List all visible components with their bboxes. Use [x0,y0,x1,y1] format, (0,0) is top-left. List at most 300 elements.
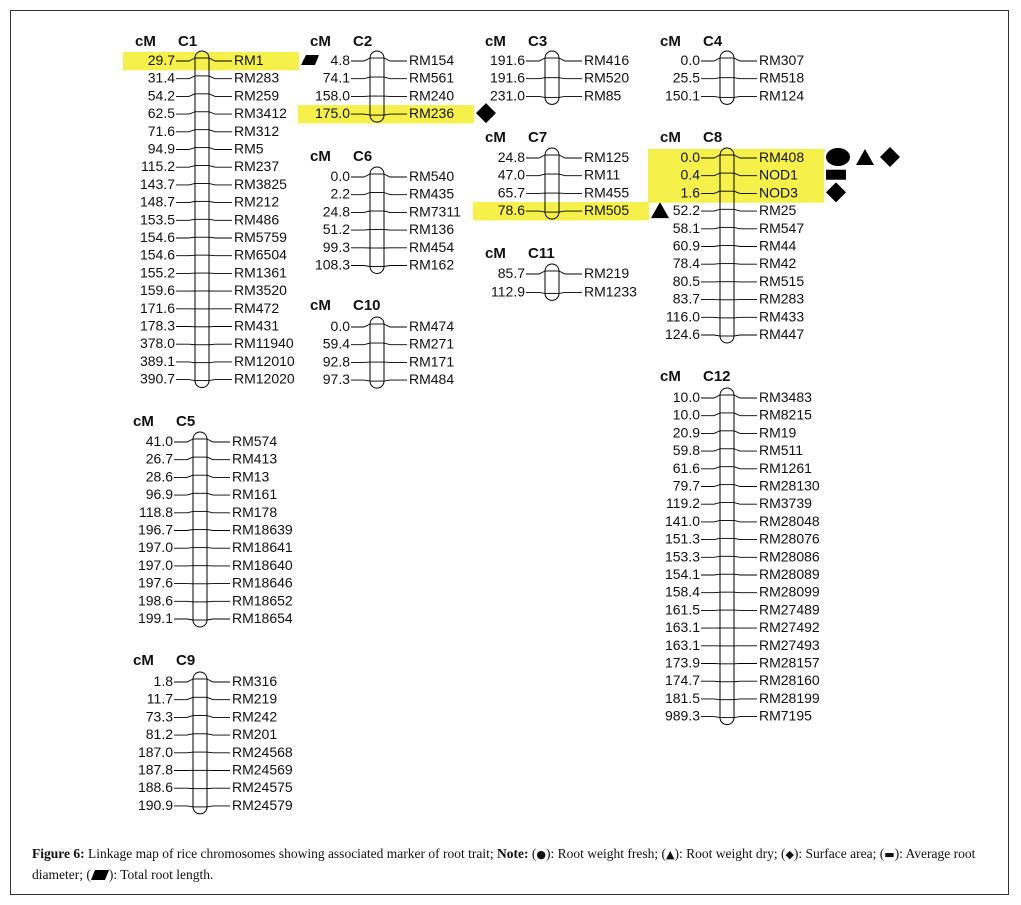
marker-leader-right [734,78,757,79]
marker-position: 181.5 [664,689,700,706]
marker-position: 163.1 [664,619,700,636]
marker-position: 58.1 [672,219,700,236]
marker-leader-left [701,467,720,469]
marker-leader-left [701,592,720,593]
marker-leader-left [176,183,195,184]
marker-name: RM178 [232,503,278,520]
marker-name: RM212 [234,193,280,210]
marker-position: 0.0 [680,52,700,68]
marker-leader-right [209,94,232,97]
marker-leader-right [734,681,757,682]
marker-leader-right [734,264,757,265]
legend-triangle-text: : Root weight dry; [678,846,778,861]
marker-position: 389.1 [139,352,175,369]
marker-name: RM24575 [232,779,293,796]
marker-position: 187.0 [137,743,173,760]
marker-leader-right [209,201,232,202]
marker-position: 197.0 [137,539,173,556]
marker-leader-right [734,335,757,336]
marker-leader-right [734,395,757,398]
marker-position: 197.0 [137,556,173,573]
caption-label: Figure 6: [32,846,85,861]
marker-position: 81.2 [145,726,173,743]
chromosome-title-C1: C1 [178,33,198,50]
marker-position: 73.3 [145,708,173,725]
chromosome-bar-C10 [370,317,384,388]
marker-leader-left [174,511,193,512]
marker-leader-left [174,530,193,531]
marker-name: RM161 [232,486,278,503]
marker-leader-right [559,271,582,274]
marker-name: RM27493 [759,636,820,653]
marker-leader-left [176,148,195,150]
marker-name: RM431 [234,317,280,334]
marker-position: 80.5 [672,272,700,289]
marker-leader-right [384,77,407,79]
marker-leader-left [351,230,370,231]
trait-triangle-icon [651,202,669,218]
marker-leader-right [734,717,757,718]
marker-leader-left [701,78,720,79]
marker-leader-left [174,716,193,718]
marker-name: RM11 [584,166,621,183]
marker-leader-right [209,130,232,132]
marker-leader-left [351,266,370,267]
marker-leader-right [734,556,757,557]
marker-position: 191.6 [489,69,525,86]
marker-name: RM259 [234,87,280,104]
marker-leader-right [384,343,407,345]
marker-name: RM237 [234,158,280,175]
marker-leader-left [701,264,720,265]
marker-position: 2.2 [330,185,350,202]
marker-leader-left [174,548,193,549]
chromosome-unit-label: cM [660,368,681,385]
marker-leader-left [351,58,370,61]
marker-name: RM518 [759,69,805,86]
marker-leader-left [174,679,193,682]
marker-leader-right [207,752,230,753]
marker-position: 174.7 [664,672,700,689]
marker-name: RM219 [584,265,630,281]
marker-position: 196.7 [137,521,173,538]
marker-name: RM435 [409,185,455,202]
marker-leader-right [559,174,582,176]
legend-circle-icon: ● [536,848,546,861]
marker-position: 20.9 [672,424,700,441]
marker-position: 0.0 [330,168,350,184]
marker-leader-left [174,475,193,477]
marker-name: RM24569 [232,761,293,778]
marker-leader-right [209,237,232,238]
marker-leader-left [701,209,720,211]
marker-position: 158.4 [664,583,700,600]
marker-position: 163.1 [664,636,700,653]
chromosome-title-C11: C11 [528,245,555,262]
marker-position: 390.7 [139,370,175,387]
marker-leader-right [209,148,232,150]
marker-position: 41.0 [145,433,173,449]
marker-position: 118.8 [139,503,173,520]
marker-position: 10.0 [672,389,700,405]
marker-position: 61.6 [672,459,700,476]
marker-position: 54.2 [147,87,175,104]
marker-leader-right [207,457,230,460]
marker-position: 92.8 [322,353,350,370]
marker-position: 154.1 [664,566,700,582]
marker-position: 51.2 [322,221,350,238]
marker-position: 158.0 [314,87,350,104]
marker-leader-left [351,77,370,79]
marker-name: RM3739 [759,495,812,512]
marker-name: NOD1 [759,166,798,183]
marker-name: NOD3 [759,184,798,201]
marker-leader-left [701,317,720,318]
marker-name: RM8215 [759,406,812,423]
marker-name: RM85 [584,87,622,104]
marker-leader-right [734,503,757,505]
marker-leader-left [351,211,370,212]
marker-name: RM28076 [759,530,820,547]
marker-leader-right [207,697,230,699]
marker-position: 79.7 [672,477,700,494]
marker-position: 154.6 [139,229,175,245]
marker-leader-left [701,246,720,247]
marker-leader-right [384,324,407,327]
trait-diamond-icon [826,182,846,202]
marker-leader-right [559,155,582,158]
caption-note-label: Note: [497,846,529,861]
chromosome-unit-label: cM [135,33,156,50]
marker-name: RM19 [759,424,797,441]
marker-leader-left [176,166,195,168]
marker-position: 11.7 [146,690,173,707]
marker-name: RM18641 [232,539,293,556]
marker-leader-left [174,457,193,460]
marker-leader-right [384,211,407,212]
marker-leader-right [207,734,230,735]
marker-leader-right [209,344,232,345]
marker-leader-right [207,511,230,512]
marker-leader-left [701,413,720,416]
marker-name: RM561 [409,69,455,86]
marker-position: 197.6 [137,574,173,591]
marker-leader-right [734,413,757,416]
marker-leader-right [734,96,757,97]
marker-leader-left [701,717,720,718]
marker-position: 71.6 [147,122,175,139]
marker-position: 141.0 [664,512,700,529]
marker-leader-left [351,343,370,345]
marker-leader-left [701,699,720,700]
marker-leader-right [384,58,407,61]
marker-leader-left [701,395,720,398]
marker-leader-right [207,439,230,442]
marker-name: RM1361 [234,264,287,281]
marker-leader-right [734,538,757,539]
marker-position: 52.2 [672,202,700,219]
marker-leader-right [207,548,230,549]
legend-para-text: : Total root length. [113,867,214,882]
marker-leader-left [351,193,370,195]
marker-leader-left [701,58,720,61]
marker-name: RM312 [234,122,280,139]
marker-leader-right [384,174,407,177]
marker-position: 188.6 [137,779,173,796]
marker-leader-left [701,503,720,505]
marker-name: RM28157 [759,654,820,671]
marker-name: RM28086 [759,548,820,565]
chromosome-unit-label: cM [310,297,331,314]
marker-leader-right [209,76,232,79]
marker-position: 115.2 [141,158,175,175]
marker-position: 199.1 [137,610,173,626]
marker-leader-left [526,96,545,97]
marker-position: 198.6 [137,592,173,609]
marker-position: 153.5 [139,211,175,228]
marker-name: RM520 [584,69,630,86]
marker-position: 74.1 [322,69,350,86]
marker-leader-left [701,520,720,521]
marker-name: RM24568 [232,743,293,760]
marker-name: RM474 [409,318,455,334]
marker-name: RM44 [759,237,797,254]
marker-name: RM1261 [759,459,812,476]
marker-leader-right [559,292,582,293]
legend-rect-icon: ▬ [884,848,895,861]
marker-name: RM5759 [234,229,287,245]
marker-position: 143.7 [139,175,175,192]
trait-para-icon [301,55,319,65]
marker-name: RM3520 [234,282,287,299]
marker-name: RM42 [759,255,797,272]
marker-name: RM408 [759,149,805,165]
marker-position: 96.9 [145,486,173,503]
marker-name: RM125 [584,149,630,165]
marker-leader-left [176,76,195,79]
marker-name: RM28048 [759,512,820,529]
marker-leader-right [209,362,232,363]
chromosome-unit-label: cM [310,148,331,165]
marker-name: RM28199 [759,689,820,706]
marker-position: 124.6 [664,326,700,342]
marker-name: RM271 [409,335,455,352]
marker-position: 62.5 [147,105,175,122]
marker-name: RM484 [409,371,455,388]
legend-circle-text: : Root weight fresh; [550,846,659,861]
marker-position: 119.2 [666,495,700,512]
marker-leader-left [176,380,195,381]
chromosome-unit-label: cM [660,33,681,50]
marker-leader-left [176,94,195,97]
marker-leader-left [174,439,193,442]
marker-name: RM24579 [232,796,293,813]
marker-leader-left [526,58,545,61]
marker-leader-left [526,271,545,274]
marker-position: 29.7 [147,52,175,68]
marker-leader-left [526,78,545,79]
marker-leader-left [176,130,195,132]
marker-position: 112.9 [491,283,525,300]
marker-leader-right [734,699,757,700]
marker-name: RM124 [759,87,805,104]
marker-position: 153.3 [664,548,700,565]
trait-rect-icon [826,170,846,180]
marker-position: 60.9 [672,237,700,254]
marker-leader-right [207,475,230,477]
marker-leader-left [526,292,545,293]
marker-name: RM18652 [232,592,293,609]
marker-name: RM3825 [234,175,287,192]
marker-name: RM515 [759,272,805,289]
marker-name: RM236 [409,105,455,122]
marker-name: RM283 [234,69,280,86]
marker-name: RM28089 [759,566,820,582]
marker-leader-right [209,219,232,220]
marker-leader-right [734,58,757,61]
marker-leader-left [176,112,195,114]
marker-leader-right [734,467,757,469]
marker-name: RM433 [759,308,805,325]
marker-name: RM219 [232,690,278,707]
marker-leader-left [176,362,195,363]
marker-name: RM171 [409,353,455,370]
chromosome-title-C6: C6 [353,148,373,165]
marker-position: 24.8 [322,203,350,220]
marker-leader-left [174,806,193,807]
chromosome-unit-label: cM [485,245,506,262]
marker-leader-left [351,380,370,381]
marker-leader-right [209,183,232,184]
marker-leader-left [174,619,193,620]
marker-position: 0.0 [680,149,700,165]
chromosome-unit-label: cM [660,129,681,146]
marker-position: 0.4 [680,166,700,183]
marker-leader-right [207,530,230,531]
marker-position: 187.8 [137,761,173,778]
marker-position: 24.8 [497,149,525,165]
marker-name: RM18646 [232,574,293,591]
marker-position: 231.0 [489,87,525,104]
trait-diamond-icon [476,103,496,123]
marker-name: RM154 [409,52,455,68]
marker-leader-left [526,155,545,158]
chromosome-title-C4: C4 [703,33,723,50]
marker-leader-right [209,255,232,256]
marker-name: RM13 [232,468,270,485]
marker-position: 28.6 [145,468,173,485]
marker-name: RM28130 [759,477,820,494]
marker-leader-right [734,246,757,247]
marker-name: RM413 [232,450,278,467]
marker-leader-left [174,734,193,735]
marker-position: 99.3 [322,238,350,255]
trait-circle-icon [826,148,850,166]
chromosome-title-C8: C8 [703,129,723,146]
marker-name: RM11940 [234,335,294,352]
marker-leader-left [174,601,193,602]
chromosome-title-C2: C2 [353,33,373,50]
caption-text: Linkage map of rice chromosomes showing associated marker of root trait; [88,846,494,861]
marker-position: 65.7 [497,184,525,201]
chromosome-unit-label: cM [310,33,331,50]
chromosome-bar-C11 [545,264,559,300]
marker-name: RM12020 [234,370,295,387]
marker-name: RM5 [234,140,264,157]
marker-name: RM505 [584,202,630,219]
marker-name: RM511 [759,442,804,459]
marker-leader-left [176,237,195,238]
figure-caption: Figure 6: Linkage map of rice chromosomes showing associated marker of root trait; Note: (●): Root weight fresh; (▲): Root weight dry; (◆): Surface area; (▬): Average root diameter; ( ): Total root length. [32,846,976,882]
chromosome-title-C10: C10 [353,297,381,314]
marker-name: RM540 [409,168,455,184]
marker-leader-right [559,58,582,61]
marker-name: RM416 [584,52,630,68]
marker-name: RM547 [759,219,805,236]
legend-diamond-icon: ◆ [785,848,794,861]
marker-position: 94.9 [147,140,175,157]
marker-leader-right [734,227,757,228]
marker-leader-right [734,449,757,451]
marker-position: 59.4 [322,335,350,352]
marker-leader-left [701,449,720,451]
marker-leader-left [174,697,193,699]
marker-name: RM283 [759,290,805,307]
marker-leader-right [559,78,582,79]
marker-leader-left [351,174,370,177]
marker-position: 171.6 [139,299,175,316]
marker-name: RM574 [232,433,278,449]
marker-leader-left [701,538,720,539]
marker-name: RM12010 [234,352,295,369]
marker-position: 1.6 [680,184,700,201]
marker-position: 161.5 [664,601,700,618]
marker-position: 1.8 [153,673,173,689]
marker-position: 178.3 [139,317,175,334]
marker-name: RM7195 [759,707,812,724]
marker-leader-left [701,681,720,682]
marker-name: RM1 [234,52,264,68]
marker-leader-left [176,201,195,202]
chromosome-title-C7: C7 [528,129,548,146]
marker-position: 59.8 [672,442,700,459]
marker-position: 78.4 [672,255,700,272]
marker-name: RM3412 [234,105,287,122]
marker-position: 0.0 [330,318,350,334]
marker-name: RM18640 [232,556,293,573]
marker-leader-right [734,520,757,521]
marker-name: RM18639 [232,521,293,538]
marker-leader-right [734,592,757,593]
marker-leader-right [207,493,230,495]
marker-position: 97.3 [322,371,350,388]
marker-leader-right [207,806,230,807]
marker-name: RM28160 [759,672,820,689]
marker-position: 150.1 [664,87,700,104]
marker-position: 151.3 [664,530,700,547]
marker-name: RM7311 [409,203,461,220]
chromosome-unit-label: cM [133,413,154,430]
marker-name: RM27489 [759,601,820,618]
marker-position: 116.0 [666,308,700,325]
marker-position: 191.6 [489,52,525,68]
marker-name: RM472 [234,299,280,316]
marker-leader-left [176,344,195,345]
marker-name: RM6504 [234,246,287,263]
chromosome-unit-label: cM [485,33,506,50]
marker-position: 108.3 [314,256,350,273]
marker-position: 175.0 [314,105,350,122]
